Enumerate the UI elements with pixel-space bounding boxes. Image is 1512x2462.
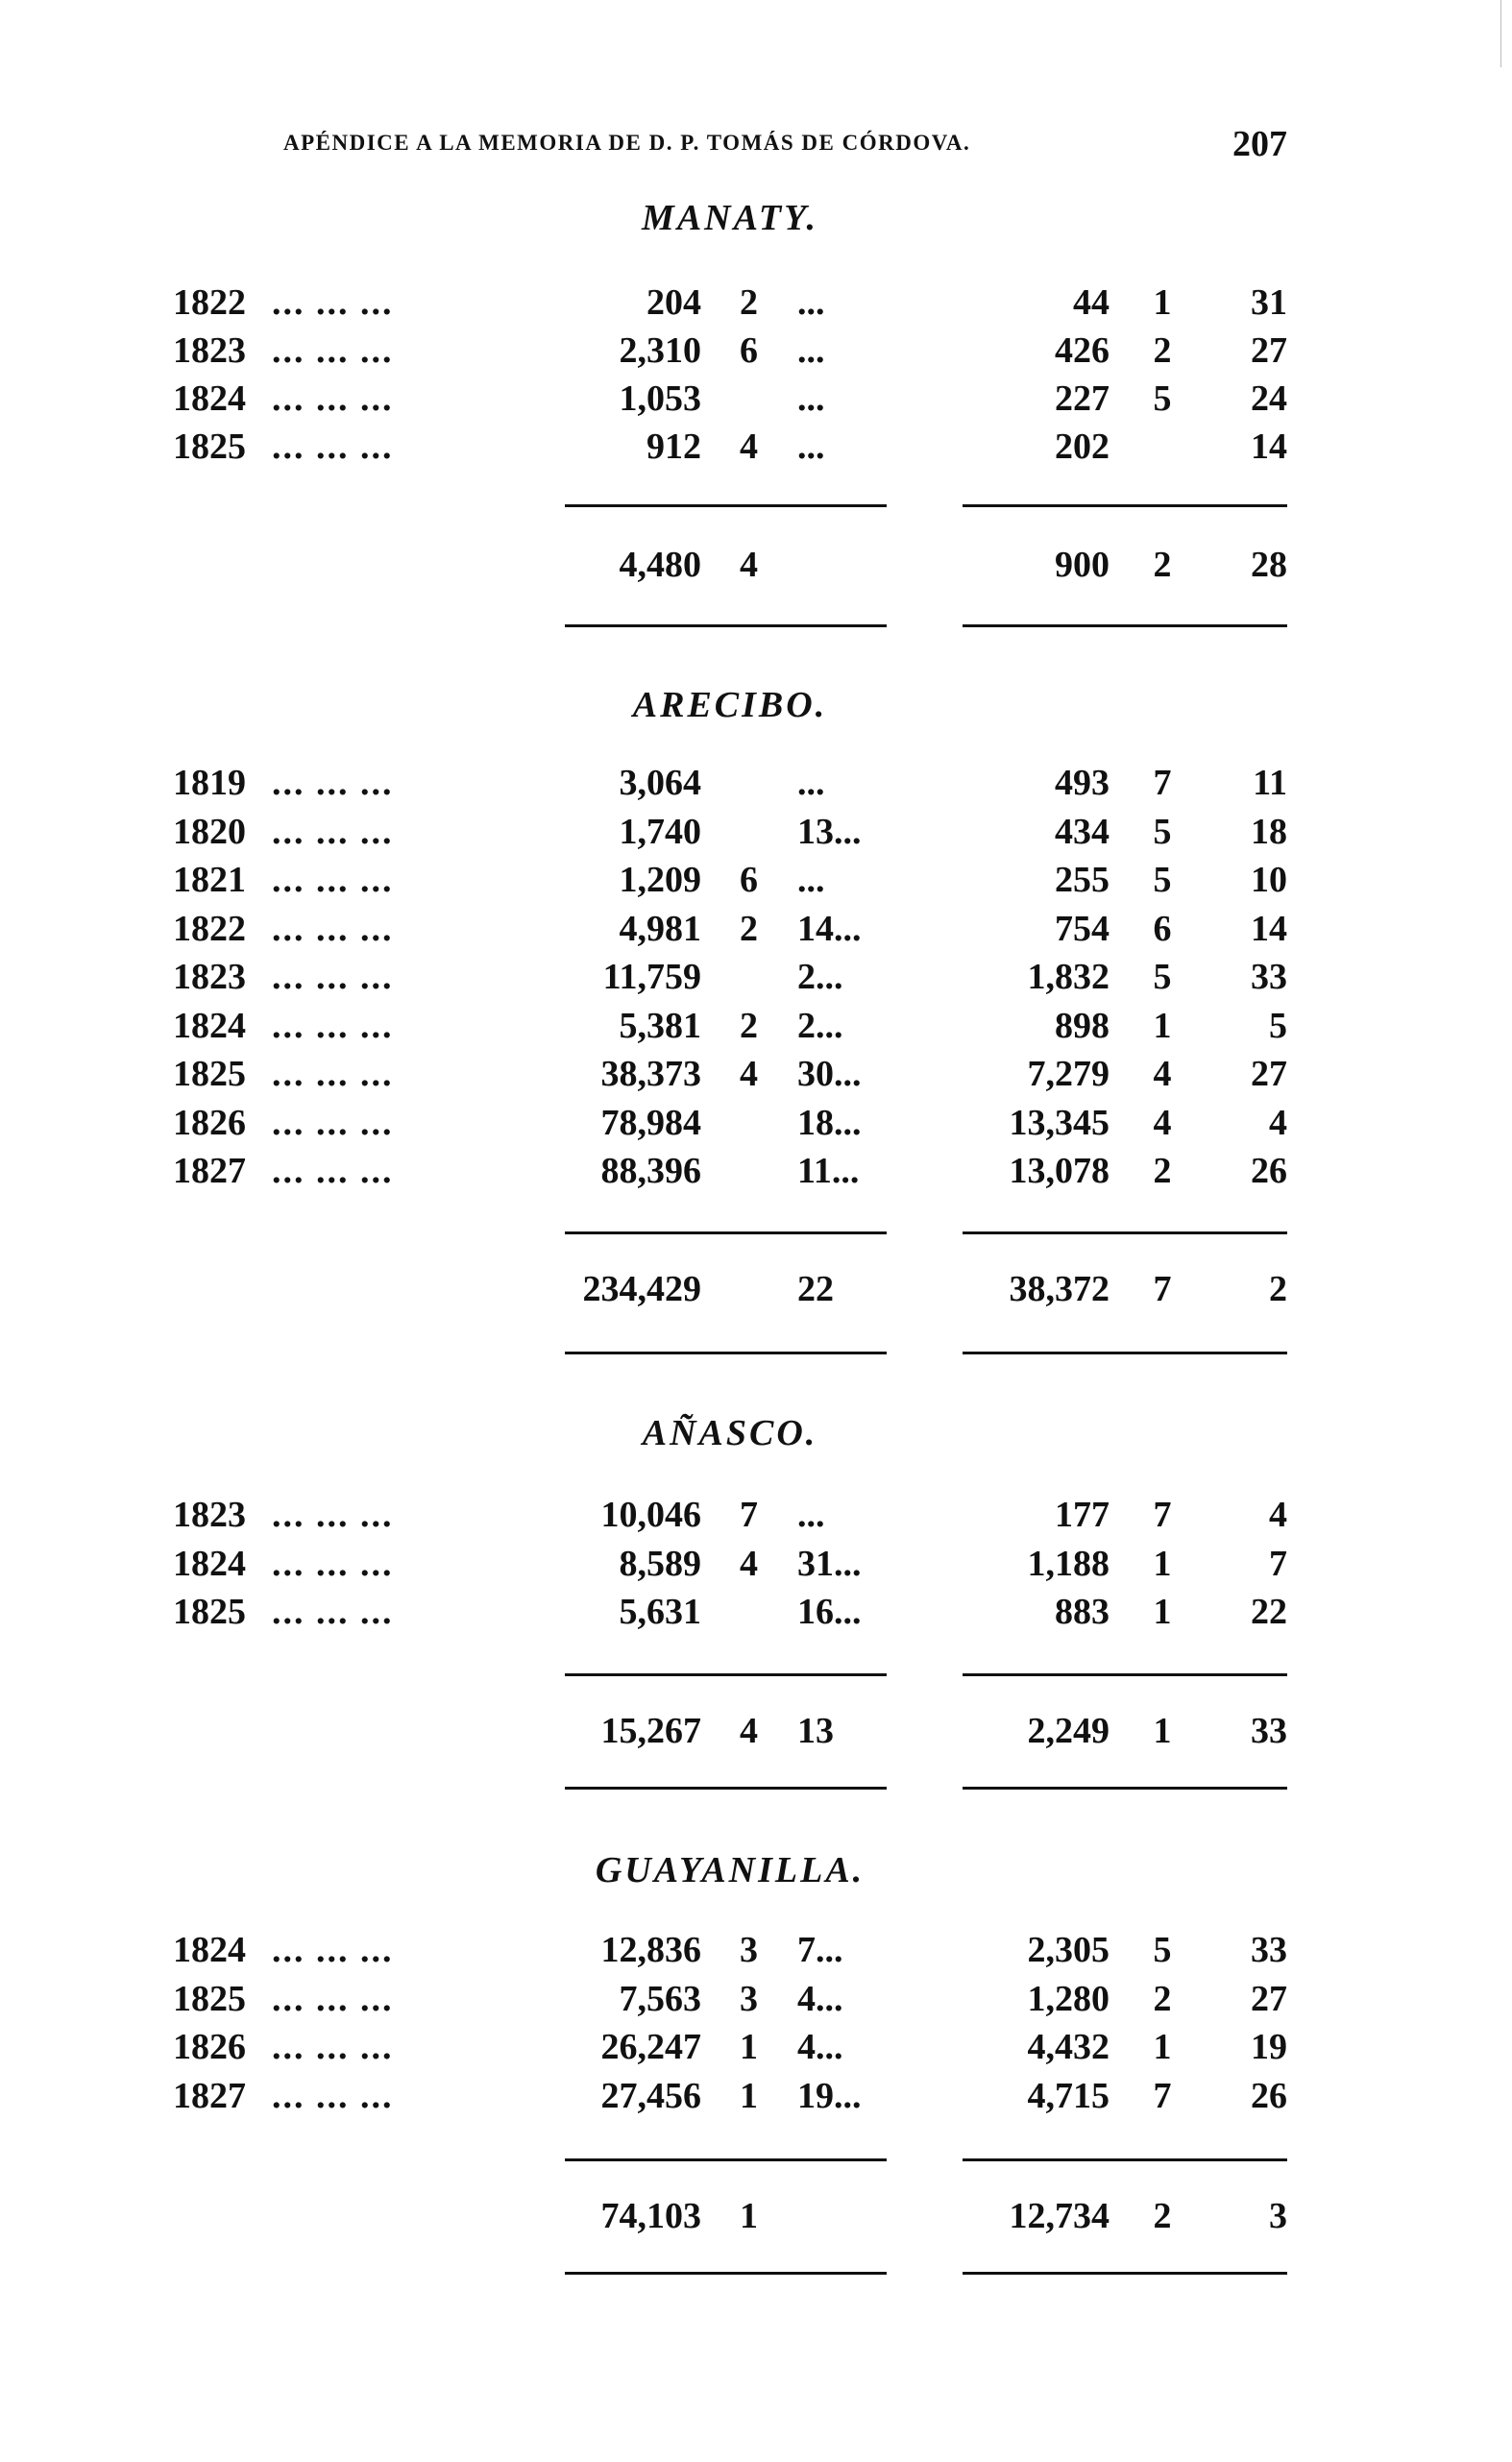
cell-f: 14 — [1251, 427, 1287, 467]
total-row — [0, 2192, 1512, 2240]
total-f: 33 — [1251, 1711, 1287, 1751]
header-title: APÉNDICE A LA MEMORIA DE D. P. TOMÁS DE CÓRDOVA. — [283, 131, 971, 155]
total-d: 2,249 — [1027, 1711, 1110, 1751]
total-e: 2 — [1153, 545, 1172, 585]
cell-e: 1 — [1153, 282, 1172, 323]
cell-year: 1823 — [173, 330, 246, 371]
table-row — [0, 953, 1512, 1001]
cell-b: 1 — [740, 2027, 758, 2067]
table-row — [0, 2072, 1512, 2120]
total-rule-top — [963, 2158, 1287, 2161]
cell-b: 7 — [740, 1495, 758, 1535]
cell-dots: ... ... ... — [272, 1054, 394, 1094]
cell-dots: ... ... ... — [272, 427, 394, 467]
cell-f: 33 — [1251, 1930, 1287, 1970]
total-rule-bottom — [963, 2272, 1287, 2275]
cell-f: 24 — [1251, 378, 1287, 419]
cell-year: 1825 — [173, 1979, 246, 2019]
cell-c: 30... — [797, 1054, 862, 1094]
cell-year: 1822 — [173, 909, 246, 949]
cell-c: ... — [797, 282, 825, 323]
cell-d: 255 — [1055, 860, 1110, 900]
total-d: 900 — [1055, 545, 1110, 585]
table-row — [0, 375, 1512, 423]
cell-d: 493 — [1055, 763, 1110, 803]
cell-dots: ... ... ... — [272, 282, 394, 323]
total-a: 15,267 — [600, 1711, 701, 1751]
cell-a: 5,631 — [619, 1592, 701, 1632]
total-a: 234,429 — [582, 1269, 701, 1309]
total-rule-bottom — [565, 624, 887, 627]
cell-b: 2 — [740, 282, 758, 323]
cell-b: 4 — [740, 1544, 758, 1584]
cell-dots: ... ... ... — [272, 763, 394, 803]
total-rule-bottom — [963, 1352, 1287, 1354]
cell-a: 12,836 — [600, 1930, 701, 1970]
cell-e: 1 — [1153, 1592, 1172, 1632]
cell-year: 1825 — [173, 427, 246, 467]
cell-a: 7,563 — [619, 1979, 701, 2019]
cell-a: 3,064 — [619, 763, 701, 803]
table-row — [0, 327, 1512, 375]
cell-d: 1,832 — [1027, 957, 1110, 997]
total-rule-top — [565, 1231, 887, 1234]
total-d: 38,372 — [1009, 1269, 1110, 1309]
cell-e: 1 — [1153, 1006, 1172, 1046]
cell-b: 3 — [740, 1930, 758, 1970]
cell-year: 1819 — [173, 763, 246, 803]
cell-d: 426 — [1055, 330, 1110, 371]
cell-f: 33 — [1251, 957, 1287, 997]
cell-f: 19 — [1251, 2027, 1287, 2067]
cell-year: 1821 — [173, 860, 246, 900]
cell-year: 1824 — [173, 1006, 246, 1046]
cell-b: 3 — [740, 1979, 758, 2019]
cell-a: 4,981 — [619, 909, 701, 949]
total-row — [0, 1707, 1512, 1755]
cell-dots: ... ... ... — [272, 1544, 394, 1584]
cell-c: 4... — [797, 2027, 843, 2067]
cell-a: 912 — [646, 427, 701, 467]
page-number: 207 — [1232, 124, 1287, 164]
cell-a: 10,046 — [600, 1495, 701, 1535]
table-row — [0, 279, 1512, 327]
running-header — [283, 123, 1287, 171]
cell-e: 4 — [1153, 1103, 1172, 1143]
cell-dots: ... ... ... — [272, 812, 394, 852]
cell-b: 2 — [740, 1006, 758, 1046]
cell-e: 2 — [1153, 1151, 1172, 1191]
cell-e: 5 — [1153, 1930, 1172, 1970]
cell-year: 1826 — [173, 1103, 246, 1143]
scan-edge-line — [1500, 0, 1501, 67]
cell-dots: ... ... ... — [272, 860, 394, 900]
cell-year: 1827 — [173, 1151, 246, 1191]
cell-a: 11,759 — [602, 957, 701, 997]
cell-year: 1822 — [173, 282, 246, 323]
cell-year: 1823 — [173, 1495, 246, 1535]
cell-a: 88,396 — [600, 1151, 701, 1191]
table-row — [0, 1147, 1512, 1195]
cell-f: 27 — [1251, 1979, 1287, 2019]
cell-d: 2,305 — [1027, 1930, 1110, 1970]
cell-dots: ... ... ... — [272, 2027, 394, 2067]
total-e: 1 — [1153, 1711, 1172, 1751]
cell-f: 14 — [1251, 909, 1287, 949]
cell-a: 27,456 — [600, 2076, 701, 2116]
cell-dots: ... ... ... — [272, 957, 394, 997]
cell-c: 11... — [797, 1151, 860, 1191]
cell-f: 26 — [1251, 1151, 1287, 1191]
cell-d: 227 — [1055, 378, 1110, 419]
table-row — [0, 1540, 1512, 1588]
cell-year: 1827 — [173, 2076, 246, 2116]
cell-f: 5 — [1269, 1006, 1287, 1046]
total-e: 2 — [1153, 2196, 1172, 2236]
cell-d: 1,280 — [1027, 1979, 1110, 2019]
cell-b: 6 — [740, 330, 758, 371]
cell-c: 18... — [797, 1103, 862, 1143]
cell-e: 2 — [1153, 330, 1172, 371]
cell-year: 1825 — [173, 1054, 246, 1094]
cell-dots: ... ... ... — [272, 1006, 394, 1046]
cell-e: 7 — [1153, 2076, 1172, 2116]
cell-d: 13,078 — [1009, 1151, 1110, 1191]
section-title: AÑASCO. — [642, 1413, 818, 1453]
cell-d: 13,345 — [1009, 1103, 1110, 1143]
cell-f: 27 — [1251, 1054, 1287, 1094]
cell-b: 4 — [740, 427, 758, 467]
cell-a: 38,373 — [600, 1054, 701, 1094]
cell-dots: ... ... ... — [272, 2076, 394, 2116]
cell-dots: ... ... ... — [272, 1151, 394, 1191]
cell-a: 5,381 — [619, 1006, 701, 1046]
cell-e: 1 — [1153, 1544, 1172, 1584]
cell-c: 2... — [797, 1006, 843, 1046]
total-c: 13 — [797, 1711, 834, 1751]
cell-e: 7 — [1153, 1495, 1172, 1535]
cell-c: 4... — [797, 1979, 843, 2019]
table-row — [0, 1588, 1512, 1636]
cell-year: 1826 — [173, 2027, 246, 2067]
cell-f: 18 — [1251, 812, 1287, 852]
table-row — [0, 2023, 1512, 2071]
cell-d: 44 — [1073, 282, 1110, 323]
total-f: 3 — [1269, 2196, 1287, 2236]
cell-f: 4 — [1269, 1103, 1287, 1143]
total-a: 4,480 — [619, 545, 701, 585]
total-rule-bottom — [963, 1787, 1287, 1790]
total-rule-bottom — [963, 624, 1287, 627]
table-row — [0, 759, 1512, 807]
table-row — [0, 1491, 1512, 1539]
cell-e: 5 — [1153, 812, 1172, 852]
cell-a: 1,740 — [619, 812, 701, 852]
total-b: 4 — [740, 1711, 758, 1751]
cell-c: ... — [797, 330, 825, 371]
cell-e: 5 — [1153, 860, 1172, 900]
cell-dots: ... ... ... — [272, 1495, 394, 1535]
total-f: 2 — [1269, 1269, 1287, 1309]
cell-year: 1823 — [173, 957, 246, 997]
cell-f: 31 — [1251, 282, 1287, 323]
total-rule-top — [963, 1673, 1287, 1676]
total-row — [0, 541, 1512, 589]
cell-c: 7... — [797, 1930, 843, 1970]
cell-d: 754 — [1055, 909, 1110, 949]
table-row — [0, 1975, 1512, 2023]
cell-e: 7 — [1153, 763, 1172, 803]
cell-d: 202 — [1055, 427, 1110, 467]
total-rule-top — [565, 504, 887, 507]
cell-d: 4,715 — [1027, 2076, 1110, 2116]
cell-b: 6 — [740, 860, 758, 900]
cell-dots: ... ... ... — [272, 1592, 394, 1632]
cell-year: 1824 — [173, 1930, 246, 1970]
total-d: 12,734 — [1009, 2196, 1110, 2236]
cell-c: ... — [797, 427, 825, 467]
cell-c: 16... — [797, 1592, 862, 1632]
cell-c: 13... — [797, 812, 862, 852]
cell-c: ... — [797, 1495, 825, 1535]
cell-a: 8,589 — [619, 1544, 701, 1584]
cell-e: 1 — [1153, 2027, 1172, 2067]
cell-e: 5 — [1153, 957, 1172, 997]
cell-c: ... — [797, 378, 825, 419]
table-row — [0, 856, 1512, 904]
total-rule-bottom — [565, 1352, 887, 1354]
cell-b: 1 — [740, 2076, 758, 2116]
cell-e: 5 — [1153, 378, 1172, 419]
total-rule-top — [565, 1673, 887, 1676]
cell-a: 26,247 — [600, 2027, 701, 2067]
cell-f: 10 — [1251, 860, 1287, 900]
cell-dots: ... ... ... — [272, 1979, 394, 2019]
cell-b: 2 — [740, 909, 758, 949]
total-rule-bottom — [565, 1787, 887, 1790]
total-f: 28 — [1251, 545, 1287, 585]
total-rule-top — [963, 504, 1287, 507]
total-rule-top — [565, 2158, 887, 2161]
cell-d: 898 — [1055, 1006, 1110, 1046]
cell-f: 4 — [1269, 1495, 1287, 1535]
section-title: MANATY. — [642, 198, 818, 238]
cell-d: 4,432 — [1027, 2027, 1110, 2067]
table-row — [0, 808, 1512, 856]
total-row — [0, 1265, 1512, 1313]
cell-f: 22 — [1251, 1592, 1287, 1632]
total-rule-top — [963, 1231, 1287, 1234]
cell-a: 78,984 — [600, 1103, 701, 1143]
cell-dots: ... ... ... — [272, 909, 394, 949]
cell-d: 177 — [1055, 1495, 1110, 1535]
total-b: 4 — [740, 545, 758, 585]
cell-a: 2,310 — [619, 330, 701, 371]
cell-a: 1,053 — [619, 378, 701, 419]
cell-c: 19... — [797, 2076, 862, 2116]
total-b: 1 — [740, 2196, 758, 2236]
cell-c: ... — [797, 763, 825, 803]
total-rule-bottom — [565, 2272, 887, 2275]
cell-c: ... — [797, 860, 825, 900]
table-row — [0, 1926, 1512, 1974]
total-e: 7 — [1153, 1269, 1172, 1309]
cell-d: 883 — [1055, 1592, 1110, 1632]
cell-b: 4 — [740, 1054, 758, 1094]
cell-f: 27 — [1251, 330, 1287, 371]
table-row — [0, 1002, 1512, 1050]
section-title: ARECIBO. — [632, 685, 828, 725]
cell-year: 1825 — [173, 1592, 246, 1632]
table-row — [0, 905, 1512, 953]
cell-year: 1820 — [173, 812, 246, 852]
total-a: 74,103 — [600, 2196, 701, 2236]
cell-d: 7,279 — [1027, 1054, 1110, 1094]
cell-dots: ... ... ... — [272, 378, 394, 419]
cell-year: 1824 — [173, 1544, 246, 1584]
cell-dots: ... ... ... — [272, 330, 394, 371]
cell-f: 7 — [1269, 1544, 1287, 1584]
cell-c: 2... — [797, 957, 843, 997]
cell-f: 11 — [1253, 763, 1287, 803]
table-row — [0, 1099, 1512, 1147]
cell-c: 31... — [797, 1544, 862, 1584]
cell-a: 204 — [646, 282, 701, 323]
cell-f: 26 — [1251, 2076, 1287, 2116]
total-c: 22 — [797, 1269, 834, 1309]
cell-year: 1824 — [173, 378, 246, 419]
cell-dots: ... ... ... — [272, 1930, 394, 1970]
cell-d: 434 — [1055, 812, 1110, 852]
cell-e: 4 — [1153, 1054, 1172, 1094]
table-row — [0, 1050, 1512, 1098]
table-row — [0, 423, 1512, 471]
cell-e: 2 — [1153, 1979, 1172, 2019]
cell-a: 1,209 — [619, 860, 701, 900]
cell-c: 14... — [797, 909, 862, 949]
section-title: GUAYANILLA. — [595, 1850, 866, 1890]
cell-e: 6 — [1153, 909, 1172, 949]
cell-d: 1,188 — [1027, 1544, 1110, 1584]
cell-dots: ... ... ... — [272, 1103, 394, 1143]
